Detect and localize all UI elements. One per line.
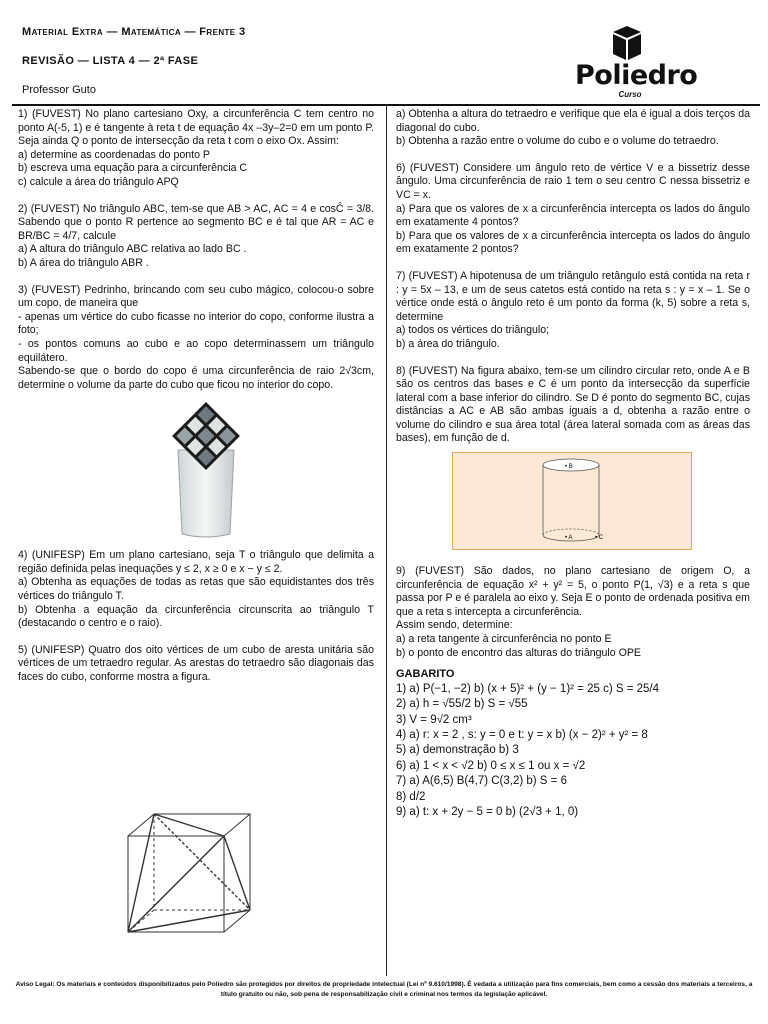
label-a: • A [565, 535, 573, 542]
q7-statement: 7) (FUVEST) A hipotenusa de um triângulo retângulo está contida na reta r : y = 5x – 13, e um de seus catetos está contido na reta s : y = x – 1. Se o vértice onde está o ângulo reto é um ponto da forma (k, 5) sobre a reta s, determine [396, 269, 750, 323]
q1-item-a: a) determine as coordenadas do ponto P [18, 148, 210, 161]
question-4 [18, 549, 374, 631]
logo-subtitle: Curso [618, 90, 642, 99]
question-5 [18, 644, 374, 685]
q7-item-b: b) a área do triângulo. [396, 337, 500, 350]
poliedro-logo [575, 24, 705, 104]
list-title: REVISÃO — LISTA 4 — 2ª FASE [22, 55, 199, 67]
q9-item-b: b) o ponto de encontro das alturas do triângulo OPE [396, 646, 641, 659]
material-title: Material Extra — Matemática — Frente 3 [22, 26, 246, 38]
q1-item-c: c) calcule a área do triângulo APQ [18, 175, 179, 188]
q3-question: Sabendo-se que o bordo do copo é uma circunferência de raio 2√3cm, determine o volume da parte do cubo que ficou no interior do copo. [18, 365, 374, 391]
answer-1: 1) a) P(−1, −2) b) (x + 5)² + (y − 1)² = 25 c) S = 25/4 [396, 682, 660, 695]
answer-2: 2) a) h = √55/2 b) S = √55 [396, 698, 528, 711]
column-divider [386, 106, 387, 976]
answer-3: 3) V = 9√2 cm³ [396, 713, 472, 726]
left-column [18, 108, 374, 691]
cube-on-glass-photo [156, 402, 256, 542]
q1-statement: 1) (FUVEST) No plano cartesiano Oxy, a circunferência C tem centro no ponto A(-5, 1) e é tangente à reta t de equação 4x –3y–2=0 em um ponto P. Seja ainda Q o ponto de intersecção da reta t com o eixo Ox. Assim: [18, 108, 374, 148]
q2-item-b: b) A área do triângulo ABR . [18, 256, 149, 269]
q9-item-a: a) a reta tangente à circunferência no ponto E [396, 633, 612, 646]
answer-4: 4) a) r: x = 2 , s: y = 0 e t: y = x b) (x − 2)² + y² = 8 [396, 729, 648, 742]
question-6 [396, 162, 750, 257]
question-8 [396, 365, 750, 447]
q6-item-b: b) Para que os valores de x a circunferência intercepta os lados do ângulo em exatamente 2 pontos? [396, 229, 750, 256]
q3-condition-2: - os pontos comuns ao cubo e ao copo determinassem um triângulo equilátero. [18, 337, 374, 364]
logo-wordmark: Poliedro [575, 60, 698, 91]
q5-item-a: a) Obtenha a altura do tetraedro e verifique que ela é igual a dois terços da diagonal do cubo. [396, 108, 750, 134]
legal-notice: Aviso Legal: Os materiais e conteúdos disponibilizados pelo Poliedro são protegidos por direitos de propriedade intelectual (Lei nº 9.610/1998). É vedada a utilização para fins comerciais, bem como a cessão dos materiais a terceiros, a título gratuito ou não, sob pena de responsabilização civil e criminal nos termos da legislação aplicável. [15, 981, 753, 998]
right-column [396, 108, 750, 820]
answer-7: 7) a) A(6,5) B(4,7) C(3,2) b) S = 6 [396, 775, 567, 788]
answer-5: 5) a) demonstração b) 3 [396, 744, 519, 757]
q1-item-b: b) escreva uma equação para a circunferência C [18, 162, 248, 175]
answer-key [396, 682, 750, 821]
q6-statement: 6) (FUVEST) Considere um ângulo reto de vértice V e a bissetriz desse ângulo. Uma circunferência de raio 1 tem o seu centro C nessa bissetriz e VC = x. [396, 161, 750, 201]
question-3 [18, 284, 374, 393]
q4-item-a: a) Obtenha as equações de todas as retas que são equidistantes dos três vértices do triângulo T. [18, 576, 374, 603]
cube-tetrahedron-figure [118, 808, 258, 944]
answer-8: 8) d/2 [396, 790, 426, 803]
cylinder-figure [452, 452, 692, 550]
answer-6: 6) a) 1 < x < √2 b) 0 ≤ x ≤ 1 ou x = √2 [396, 759, 586, 772]
q4-statement: 4) (UNIFESP) Em um plano cartesiano, seja T o triângulo que delimita a região definida pelas inequações y ≤ 2, x ≥ 0 e x − y ≤ 2. [18, 549, 374, 575]
q5-item-b: b) Obtenha a razão entre o volume do cubo e o volume do tetraedro. [396, 135, 719, 148]
label-c: • C [595, 535, 604, 542]
label-b: • B [565, 464, 573, 471]
q2-item-a: a) A altura do triângulo ABC relativa ao lado BC . [18, 243, 247, 256]
answer-key-title: GABARITO [396, 668, 455, 681]
q7-item-a: a) todos os vértices do triângulo; [396, 324, 550, 337]
question-5-continued [396, 108, 750, 149]
answer-9: 9) a) t: x + 2y − 5 = 0 b) (2√3 + 1, 0) [396, 806, 579, 819]
q9-prompt: Assim sendo, determine: [396, 619, 513, 632]
question-2 [18, 203, 374, 271]
page-header [0, 0, 768, 108]
q8-statement: 8) (FUVEST) Na figura abaixo, tem-se um cilindro circular reto, onde A e B são os centros das bases e C é um ponto da intersecção da superfície lateral com a base inferior do cilindro. Se D é ponto do segmento BC, cujas distâncias a AC e AB são ambas iguais a d, obtenha a razão entre o volume do cilindro e sua área total (área lateral somada com as áreas das bases), em função de d. [396, 364, 750, 445]
question-9 [396, 565, 750, 660]
cube-logo-icon [575, 24, 685, 64]
q3-condition-1: - apenas um vértice do cubo ficasse no interior do copo, conforme ilustra a foto; [18, 310, 374, 337]
teacher-name: Professor Guto [22, 84, 96, 96]
q2-statement: 2) (FUVEST) No triângulo ABC, tem-se que AB > AC, AC = 4 e cosĈ = 3/8. Sabendo que o ponto R pertence ao segmento BC e é tal que AR = AC e BR/BC = 4/7, calcule [18, 202, 374, 242]
q3-statement: 3) (FUVEST) Pedrinho, brincando com seu cubo mágico, colocou-o sobre um copo, de maneira que [18, 283, 374, 310]
question-1 [18, 108, 374, 190]
question-7 [396, 270, 750, 352]
q6-item-a: a) Para que os valores de x a circunferência intercepta os lados do ângulo em exatamente 4 pontos? [396, 202, 750, 229]
q9-statement: 9) (FUVEST) São dados, no plano cartesiano de origem O, a circunferência de equação x² + y² = 5, o ponto P(1, √3) e a reta s que passa por P e é paralela ao eixo y. Seja E o ponto de ordenada positiva em que a reta s intercepta a circunferência. [396, 565, 750, 618]
q4-item-b: b) Obtenha a equação da circunferência circunscrita ao triângulo T (destacando o centro e o raio). [18, 603, 374, 630]
q5-statement: 5) (UNIFESP) Quatro dos oito vértices de um cubo de aresta unitária são vértices de um tetraedro regular. As arestas do tetraedro são diagonais das faces do cubo, conforme mostra a figura. [18, 643, 374, 684]
